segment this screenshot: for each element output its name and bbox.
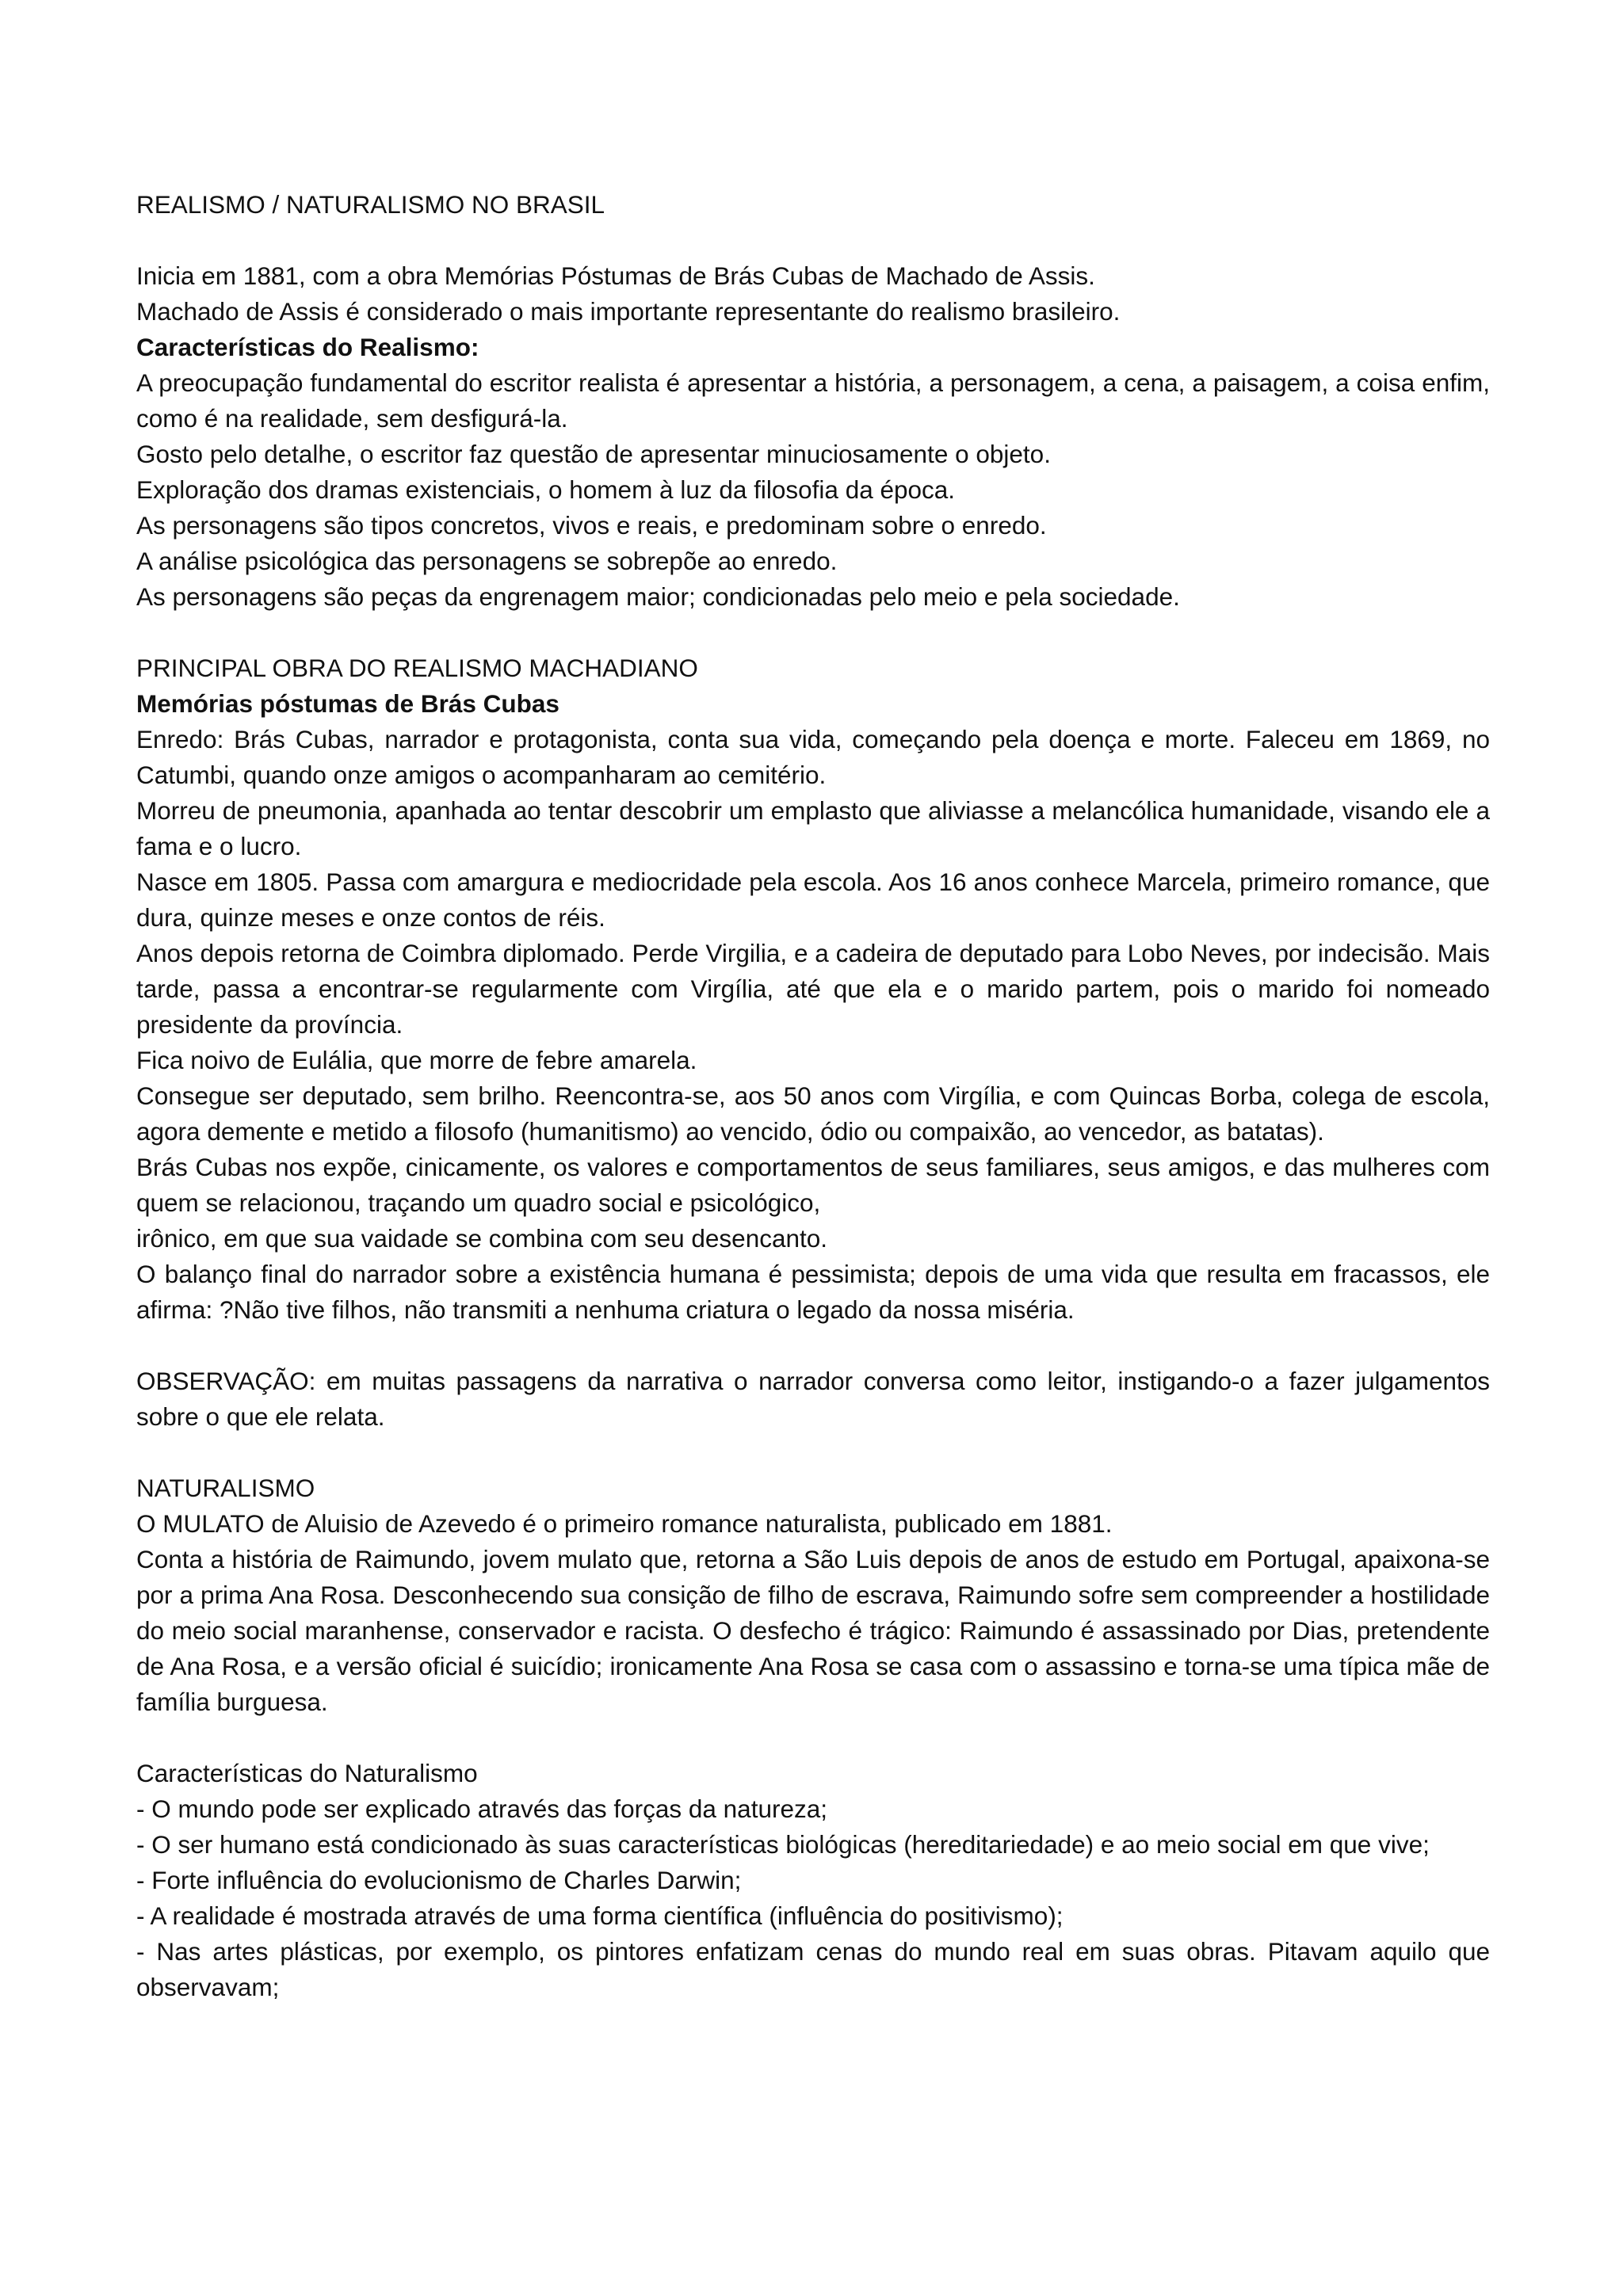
naturalismo-item: - A realidade é mostrada através de uma forma científica (influência do positivismo); <box>136 1901 1064 1930</box>
obra-section-title: PRINCIPAL OBRA DO REALISMO MACHADIANO <box>136 654 698 682</box>
realismo-item: Gosto pelo detalhe, o escritor faz questão de apresentar minuciosamente o objeto. <box>136 440 1051 468</box>
obra-paragraph: Consegue ser deputado, sem brilho. Reencontra-se, aos 50 anos com Virgília, e com Quincas Borba, colega de escola, agora demente e metido a filosofo (humanitismo) ao vencido, ódio ou compaixão, ao vencedor, as batatas). <box>136 1081 1490 1146</box>
naturalismo-title: NATURALISMO <box>136 1474 315 1502</box>
obra-paragraph: irônico, em que sua vaidade se combina com seu desencanto. <box>136 1224 828 1253</box>
realismo-item: A preocupação fundamental do escritor realista é apresentar a história, a personagem, a cena, a paisagem, a coisa enfim, como é na realidade, sem desfigurá-la. <box>136 368 1490 433</box>
observacao-paragraph: OBSERVAÇÃO: em muitas passagens da narrativa o narrador conversa como leitor, instigando-o a fazer julgamentos sobre o que ele relata. <box>136 1367 1490 1431</box>
naturalismo-item: - Forte influência do evolucionismo de Charles Darwin; <box>136 1866 742 1894</box>
spacer <box>136 1720 1490 1756</box>
realismo-item: As personagens são peças da engrenagem maior; condicionadas pelo meio e pela sociedade. <box>136 582 1180 611</box>
obra-paragraph: Brás Cubas nos expõe, cinicamente, os valores e comportamentos de seus familiares, seus amigos, e das mulheres com quem se relacionou, traçando um quadro social e psicológico, <box>136 1153 1490 1217</box>
naturalismo-paragraph: Conta a história de Raimundo, jovem mulato que, retorna a São Luis depois de anos de estudo em Portugal, apaixona-se por a prima Ana Rosa. Desconhecendo sua consição de filho de escrava, Raimundo sofre sem compreender a hostilidade do meio social maranhense, conservador e racista. O desfecho é trágico: Raimundo é assassinado por Dias, pretendente de Ana Rosa, e a versão oficial é suicídio; ironicamente Ana Rosa se casa com o assassino e torna-se uma típica mãe de família burguesa. <box>136 1545 1490 1716</box>
naturalismo-char-heading: Características do Naturalismo <box>136 1759 478 1787</box>
obra-paragraph: Morreu de pneumonia, apanhada ao tentar descobrir um emplasto que aliviasse a melancólica humanidade, visando ele a fama e o lucro. <box>136 796 1490 860</box>
naturalismo-paragraph: O MULATO de Aluisio de Azevedo é o primeiro romance naturalista, publicado em 1881. <box>136 1509 1113 1538</box>
obra-paragraph: Enredo: Brás Cubas, narrador e protagonista, conta sua vida, começando pela doença e morte. Faleceu em 1869, no Catumbi, quando onze amigos o acompanharam ao cemitério. <box>136 725 1490 789</box>
intro-line: Inicia em 1881, com a obra Memórias Póstumas de Brás Cubas de Machado de Assis. <box>136 261 1095 290</box>
realismo-item: Exploração dos dramas existenciais, o homem à luz da filosofia da época. <box>136 475 956 504</box>
obra-paragraph: Anos depois retorna de Coimbra diplomado. Perde Virgilia, e a cadeira de deputado para Lobo Neves, por indecisão. Mais tarde, passa a encontrar-se regularmente com Virgília, até que ela e o marido partem, pois o marido foi nomeado presidente da província. <box>136 939 1490 1039</box>
document-title: REALISMO / NATURALISMO NO BRASIL <box>136 190 605 219</box>
obra-paragraph: O balanço final do narrador sobre a existência humana é pessimista; depois de uma vida que resulta em fracassos, ele afirma: ?Não tive filhos, não transmiti a nenhuma criatura o legado da nossa miséria. <box>136 1260 1490 1324</box>
realismo-item: A análise psicológica das personagens se sobrepõe ao enredo. <box>136 547 838 575</box>
obra-paragraph: Fica noivo de Eulália, que morre de febre amarela. <box>136 1046 697 1074</box>
realismo-heading: Características do Realismo: <box>136 333 479 361</box>
spacer <box>136 615 1490 650</box>
obra-paragraph: Nasce em 1805. Passa com amargura e mediocridade pela escola. Aos 16 anos conhece Marcela, primeiro romance, que dura, quinze meses e onze contos de réis. <box>136 868 1490 932</box>
spacer <box>136 1328 1490 1363</box>
realismo-item: As personagens são tipos concretos, vivos e reais, e predominam sobre o enredo. <box>136 511 1047 540</box>
naturalismo-item: - O ser humano está condicionado às suas características biológicas (hereditariedade) e ao meio social em que vive; <box>136 1830 1430 1859</box>
obra-title: Memórias póstumas de Brás Cubas <box>136 689 559 718</box>
naturalismo-item: - O mundo pode ser explicado através das forças da natureza; <box>136 1794 827 1823</box>
naturalismo-item: - Nas artes plásticas, por exemplo, os pintores enfatizam cenas do mundo real em suas obras. Pitavam aquilo que observavam; <box>136 1937 1490 2001</box>
intro-line: Machado de Assis é considerado o mais importante representante do realismo brasileiro. <box>136 297 1121 326</box>
document-body <box>136 187 1490 2005</box>
spacer <box>136 1435 1490 1470</box>
spacer <box>136 223 1490 258</box>
